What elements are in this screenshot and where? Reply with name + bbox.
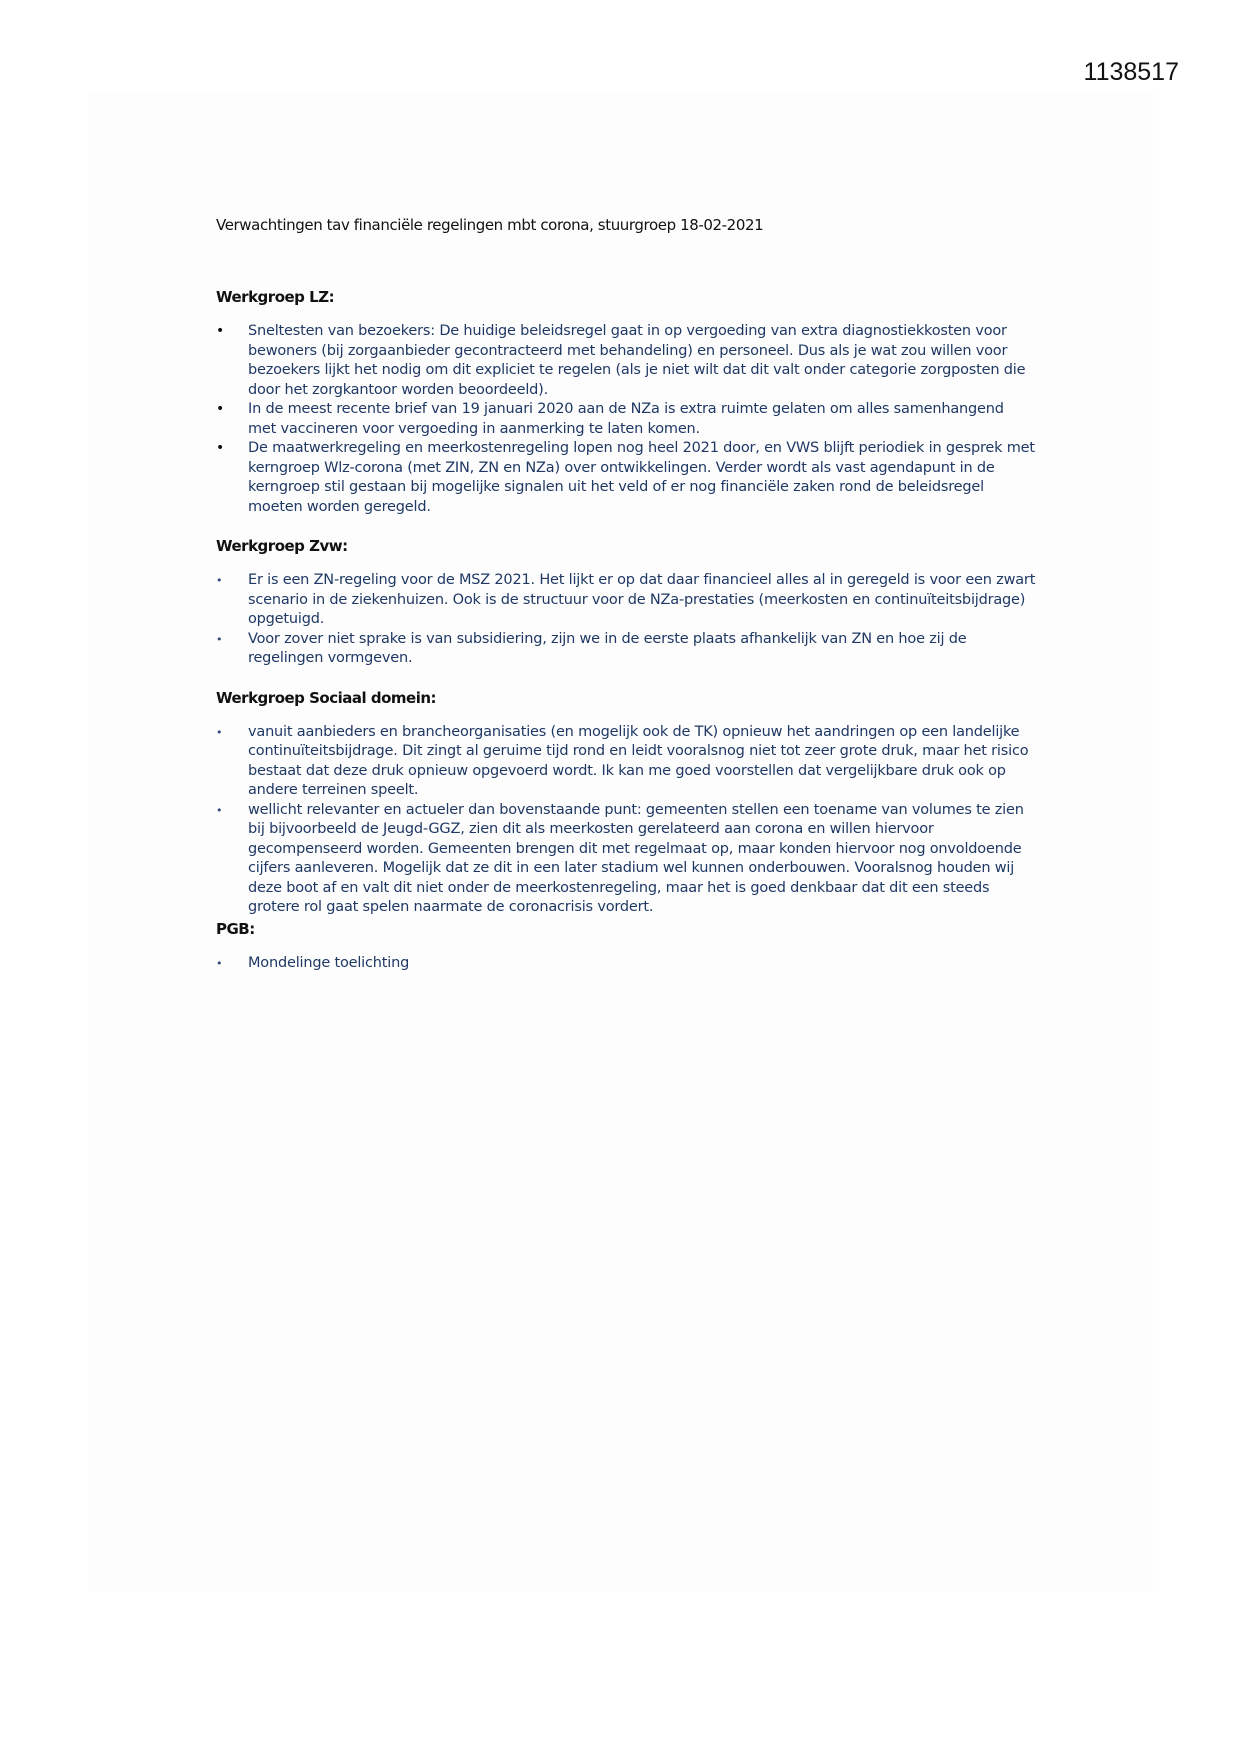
- bullet-icon: •: [216, 574, 223, 587]
- section-heading: PGB:: [216, 919, 255, 938]
- list-item: • In de meest recente brief van 19 januari 2020 aan de NZa is extra ruimte gelaten om alles samenhangend met vaccineren voor vergoeding in aanmerking te laten komen.: [216, 401, 1004, 437]
- list-item: • Mondelinge toelichting: [216, 954, 1036, 974]
- section-werkgroep-zvw: [216, 537, 1036, 669]
- bullet-icon: •: [216, 803, 223, 817]
- document-title: Verwachtingen tav financiële regelingen mbt corona, stuurgroep 18-02-2021: [216, 216, 764, 234]
- bullet-list: [216, 322, 1036, 517]
- bullet-icon: •: [216, 725, 223, 739]
- bullet-list: [216, 571, 1036, 669]
- section-heading: Werkgroep LZ:: [216, 288, 335, 306]
- list-item: • wellicht relevanter en actueler dan bovenstaande punt: gemeenten stellen een toename van volumes te zien bij bijvoorbeeld de Jeugd-GGZ, zien dit als meerkosten gerelateerd aan corona en willen hiervoor gecompenseerd worden. Gemeenten brengen dit met regelmaat op, maar konden hiervoor nog onvoldoende cijfers aanleveren. Mogelijk dat ze dit in een later stadium wel kunnen onderbouwen. Vooralsnog houden wij deze boot af en valt dit niet onder de meerkostenregeling, maar het is goed denkbaar dat dit een steeds grotere rol gaat spelen naarmate de coronacrisis vordert.: [216, 801, 1024, 915]
- list-item: • vanuit aanbieders en brancheorganisaties (en mogelijk ook de TK) opnieuw het aandringen op een landelijke continuïteitsbijdrage. Dit zingt al geruime tijd rond en leidt vooralsnog niet tot zeer grote druk, maar het risico bestaat dat deze druk opnieuw opgevoerd wordt. Ik kan me goed voorstellen dat vergelijkbare druk ook op andere terreinen speelt.: [216, 723, 1029, 798]
- section-heading: Werkgroep Zvw:: [216, 537, 348, 555]
- document-id-number: 1138517: [1083, 58, 1179, 86]
- section-werkgroep-sociaal-domein: [216, 689, 1036, 918]
- bullet-list: [216, 723, 1036, 918]
- list-item: • Voor zover niet sprake is van subsidiering, zijn we in de eerste plaats afhankelijk van ZN en hoe zij de regelingen vormgeven.: [216, 630, 967, 666]
- bullet-icon: •: [216, 323, 225, 339]
- section-werkgroep-lz: [216, 288, 1036, 517]
- section-heading: Werkgroep Sociaal domein:: [216, 688, 437, 707]
- list-item: • Er is een ZN-regeling voor de MSZ 2021. Het lijkt er op dat daar financieel alles al in geregeld is voor een zwart scenario in de ziekenhuizen. Ook is de structuur voor de NZa-prestaties (meerkosten en continuïteitsbijdrage) opgetuigd.: [216, 572, 1036, 627]
- list-item: • De maatwerkregeling en meerkostenregeling lopen nog heel 2021 door, en VWS blijft periodiek in gesprek met kerngroep Wlz-corona (met ZIN, ZN en NZa) over ontwikkelingen. Verder wordt als vast agendapunt in de kerngroep stil gestaan bij mogelijke signalen uit het veld of er nog financiële zaken rond de beleidsregel moeten worden geregeld.: [216, 440, 1035, 515]
- bullet-icon: •: [216, 956, 223, 970]
- list-item: • Sneltesten van bezoekers: De huidige beleidsregel gaat in op vergoeding van extra diagnostiekkosten voor bewoners (bij zorgaanbieder gecontracteerd met behandeling) en personeel. Dus als je wat zou willen voor bezoekers lijkt het nodig om dit expliciet te regelen (als je niet wilt dat dit valt onder categorie zorgposten die door het zorgkantoor worden beoordeeld).: [216, 323, 1026, 398]
- bullet-icon: •: [216, 401, 225, 417]
- document-content: [216, 216, 1036, 993]
- section-pgb: [216, 920, 1036, 974]
- bullet-icon: •: [216, 632, 223, 646]
- bullet-list: [216, 954, 1036, 974]
- bullet-icon: •: [216, 440, 225, 456]
